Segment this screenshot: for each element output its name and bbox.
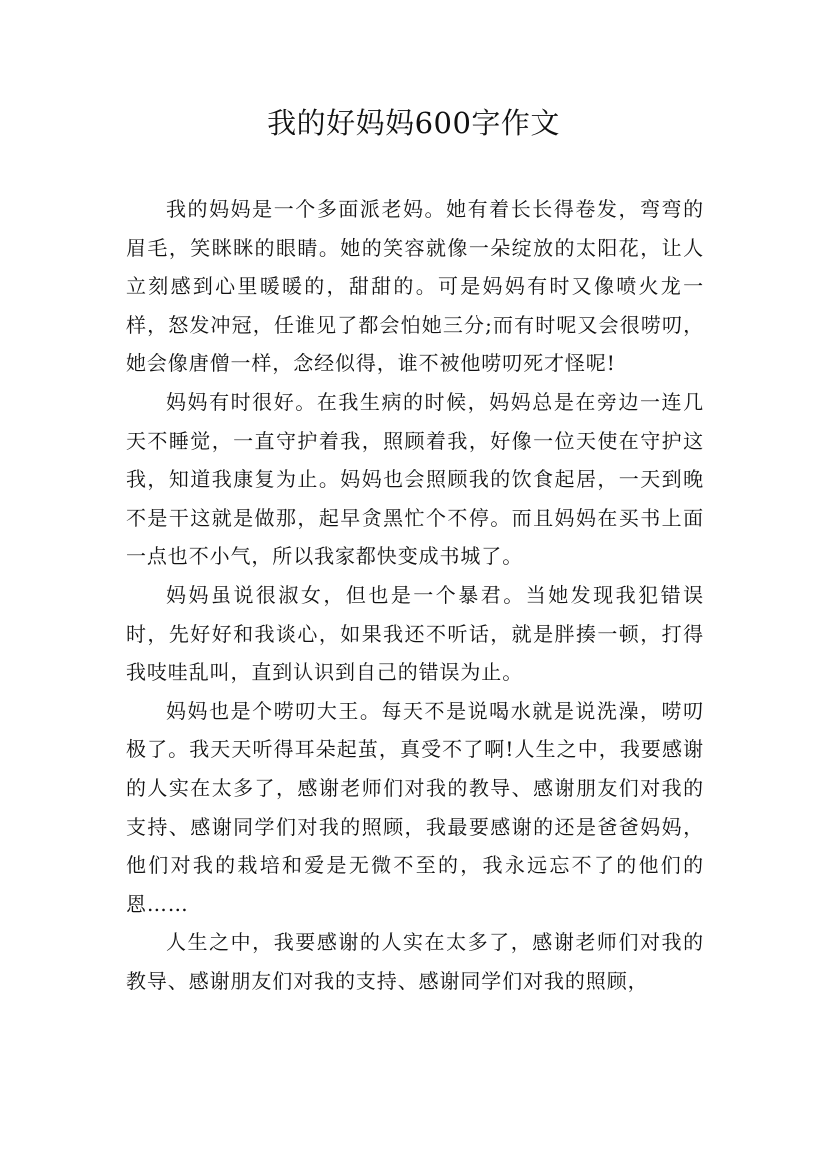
essay-title: 我的好妈妈600字作文 [267,106,560,140]
paragraph: 我的妈妈是一个多面派老妈。她有着长长得卷发，弯弯的眉毛，笑眯眯的眼睛。她的笑容就像一朵绽放的太阳花，让人立刻感到心里暖暖的，甜甜的。可是妈妈有时又像喷火龙一样，怒发冲冠，任谁见了都会怕她三分;而有时呢又会很唠叨，她会像唐僧一样，念经似得，谁不被他唠叨死才怪呢! [126,197,704,376]
paragraph: 妈妈也是个唠叨大王。每天不是说喝水就是说洗澡，唠叨极了。我天天听得耳朵起茧，真受不了啊!人生之中，我要感谢的人实在太多了，感谢老师们对我的教导、感谢朋友们对我的支持、感谢同学们对我的照顾，我最要感谢的还是爸爸妈妈，他们对我的栽培和爱是无微不至的，我永远忘不了的他们的恩…… [126,698,704,916]
paragraph: 妈妈有时很好。在我生病的时候，妈妈总是在旁边一连几天不睡觉，一直守护着我，照顾着我，好像一位天使在守护这我，知道我康复为止。妈妈也会照顾我的饮食起居，一天到晚不是干这就是做那，起早贪黑忙个不停。而且妈妈在买书上面一点也不小气，所以我家都快变成书城了。 [126,389,704,569]
paragraph: 人生之中，我要感谢的人实在太多了，感谢老师们对我的教导、感谢朋友们对我的支持、感谢同学们对我的照顾， [126,930,704,993]
essay-body [126,190,704,1000]
paragraph: 妈妈虽说很淑女，但也是一个暴君。当她发现我犯错误时，先好好和我谈心，如果我还不听话，就是胖揍一顿，打得我吱哇乱叫，直到认识到自己的错误为止。 [126,582,704,685]
